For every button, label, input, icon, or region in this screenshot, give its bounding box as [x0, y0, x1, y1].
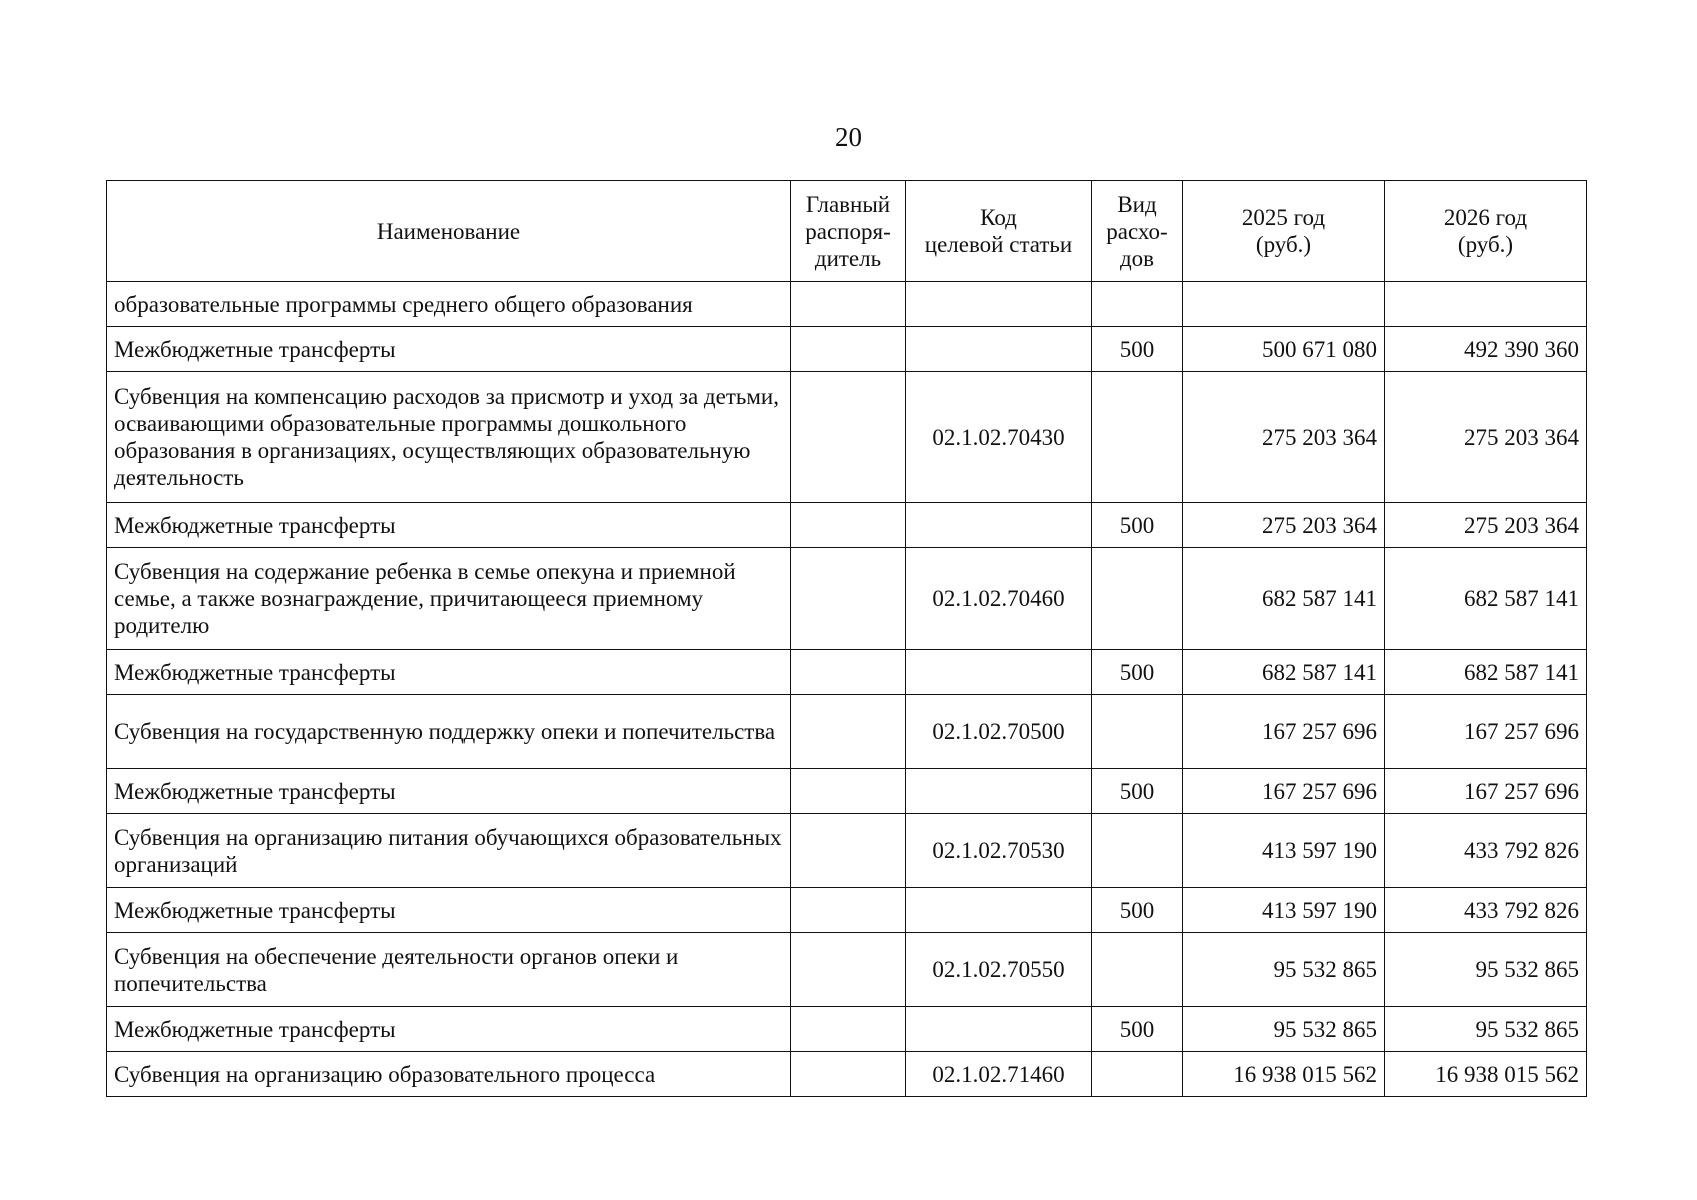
cell-2026: 433 792 826 [1385, 814, 1587, 888]
cell-kind [1092, 933, 1183, 1007]
table-row [107, 769, 1587, 814]
cell-2025: 95 532 865 [1183, 1007, 1385, 1052]
cell-code [906, 1007, 1092, 1052]
cell-code [906, 769, 1092, 814]
table-row [107, 933, 1587, 1007]
cell-admin [791, 888, 906, 933]
header-name: Наименование [107, 181, 791, 282]
table-row [107, 695, 1587, 769]
cell-2026: 16 938 015 562 [1385, 1052, 1587, 1097]
table-row [107, 372, 1587, 503]
cell-2025: 16 938 015 562 [1183, 1052, 1385, 1097]
header-2026: 2026 год (руб.) [1385, 181, 1587, 282]
table-row [107, 548, 1587, 650]
cell-code: 02.1.02.70460 [906, 548, 1092, 650]
cell-admin [791, 814, 906, 888]
cell-code: 02.1.02.70530 [906, 814, 1092, 888]
cell-admin [791, 769, 906, 814]
cell-admin [791, 327, 906, 372]
cell-admin [791, 282, 906, 327]
cell-name: Межбюджетные трансферты [107, 503, 791, 548]
cell-2026: 433 792 826 [1385, 888, 1587, 933]
cell-name: Субвенция на компенсацию расходов за присмотр и уход за детьми, осваивающими образовательные программы дошкольного образования в организациях, осуществляющих образовательную деятельность [107, 372, 791, 503]
cell-2025: 682 587 141 [1183, 548, 1385, 650]
cell-name: Межбюджетные трансферты [107, 888, 791, 933]
cell-2025: 500 671 080 [1183, 327, 1385, 372]
table-row [107, 327, 1587, 372]
cell-code [906, 888, 1092, 933]
cell-admin [791, 503, 906, 548]
cell-name: Межбюджетные трансферты [107, 769, 791, 814]
header-admin: Главный распоря- дитель [791, 181, 906, 282]
cell-admin [791, 1007, 906, 1052]
cell-name: Межбюджетные трансферты [107, 327, 791, 372]
cell-name: Межбюджетные трансферты [107, 1007, 791, 1052]
cell-2025: 275 203 364 [1183, 503, 1385, 548]
cell-kind [1092, 282, 1183, 327]
table-row [107, 814, 1587, 888]
cell-code: 02.1.02.70500 [906, 695, 1092, 769]
cell-2026: 682 587 141 [1385, 548, 1587, 650]
cell-kind [1092, 814, 1183, 888]
cell-kind [1092, 548, 1183, 650]
cell-name: Субвенция на организацию питания обучающихся образовательных организаций [107, 814, 791, 888]
cell-name: образовательные программы среднего общего образования [107, 282, 791, 327]
cell-code: 02.1.02.70550 [906, 933, 1092, 1007]
table-row [107, 282, 1587, 327]
cell-kind [1092, 695, 1183, 769]
header-code: Код целевой статьи [906, 181, 1092, 282]
table-row [107, 503, 1587, 548]
cell-2026: 95 532 865 [1385, 1007, 1587, 1052]
cell-2026: 275 203 364 [1385, 503, 1587, 548]
cell-name: Субвенция на организацию образовательного процесса [107, 1052, 791, 1097]
cell-kind: 500 [1092, 1007, 1183, 1052]
cell-kind: 500 [1092, 888, 1183, 933]
cell-2025: 413 597 190 [1183, 888, 1385, 933]
cell-code [906, 503, 1092, 548]
cell-name: Субвенция на содержание ребенка в семье опекуна и приемной семье, а также вознаграждение, причитающееся приемному родителю [107, 548, 791, 650]
cell-2025: 275 203 364 [1183, 372, 1385, 503]
cell-2026 [1385, 282, 1587, 327]
cell-kind [1092, 1052, 1183, 1097]
cell-admin [791, 650, 906, 695]
cell-kind: 500 [1092, 503, 1183, 548]
cell-2026: 167 257 696 [1385, 769, 1587, 814]
cell-2025 [1183, 282, 1385, 327]
cell-code: 02.1.02.71460 [906, 1052, 1092, 1097]
cell-code [906, 282, 1092, 327]
cell-code [906, 327, 1092, 372]
cell-2025: 167 257 696 [1183, 695, 1385, 769]
header-row [107, 181, 1587, 282]
cell-2026: 492 390 360 [1385, 327, 1587, 372]
cell-code: 02.1.02.70430 [906, 372, 1092, 503]
cell-name: Субвенция на государственную поддержку опеки и попечительства [107, 695, 791, 769]
cell-code [906, 650, 1092, 695]
page-number: 20 [835, 122, 862, 152]
cell-2025: 95 532 865 [1183, 933, 1385, 1007]
cell-admin [791, 372, 906, 503]
cell-kind [1092, 372, 1183, 503]
cell-2025: 682 587 141 [1183, 650, 1385, 695]
cell-name: Субвенция на обеспечение деятельности органов опеки и попечительства [107, 933, 791, 1007]
cell-kind: 500 [1092, 650, 1183, 695]
cell-2026: 95 532 865 [1385, 933, 1587, 1007]
table-row [107, 650, 1587, 695]
cell-admin [791, 548, 906, 650]
cell-2026: 167 257 696 [1385, 695, 1587, 769]
cell-admin [791, 933, 906, 1007]
cell-2025: 413 597 190 [1183, 814, 1385, 888]
table-row [107, 1007, 1587, 1052]
cell-kind: 500 [1092, 769, 1183, 814]
table-row [107, 1052, 1587, 1097]
cell-2025: 167 257 696 [1183, 769, 1385, 814]
cell-admin [791, 695, 906, 769]
header-kind: Вид расхо- дов [1092, 181, 1183, 282]
header-2025: 2025 год (руб.) [1183, 181, 1385, 282]
cell-2026: 682 587 141 [1385, 650, 1587, 695]
table-row [107, 888, 1587, 933]
budget-table [106, 180, 1587, 1097]
cell-admin [791, 1052, 906, 1097]
cell-name: Межбюджетные трансферты [107, 650, 791, 695]
cell-2026: 275 203 364 [1385, 372, 1587, 503]
cell-kind: 500 [1092, 327, 1183, 372]
